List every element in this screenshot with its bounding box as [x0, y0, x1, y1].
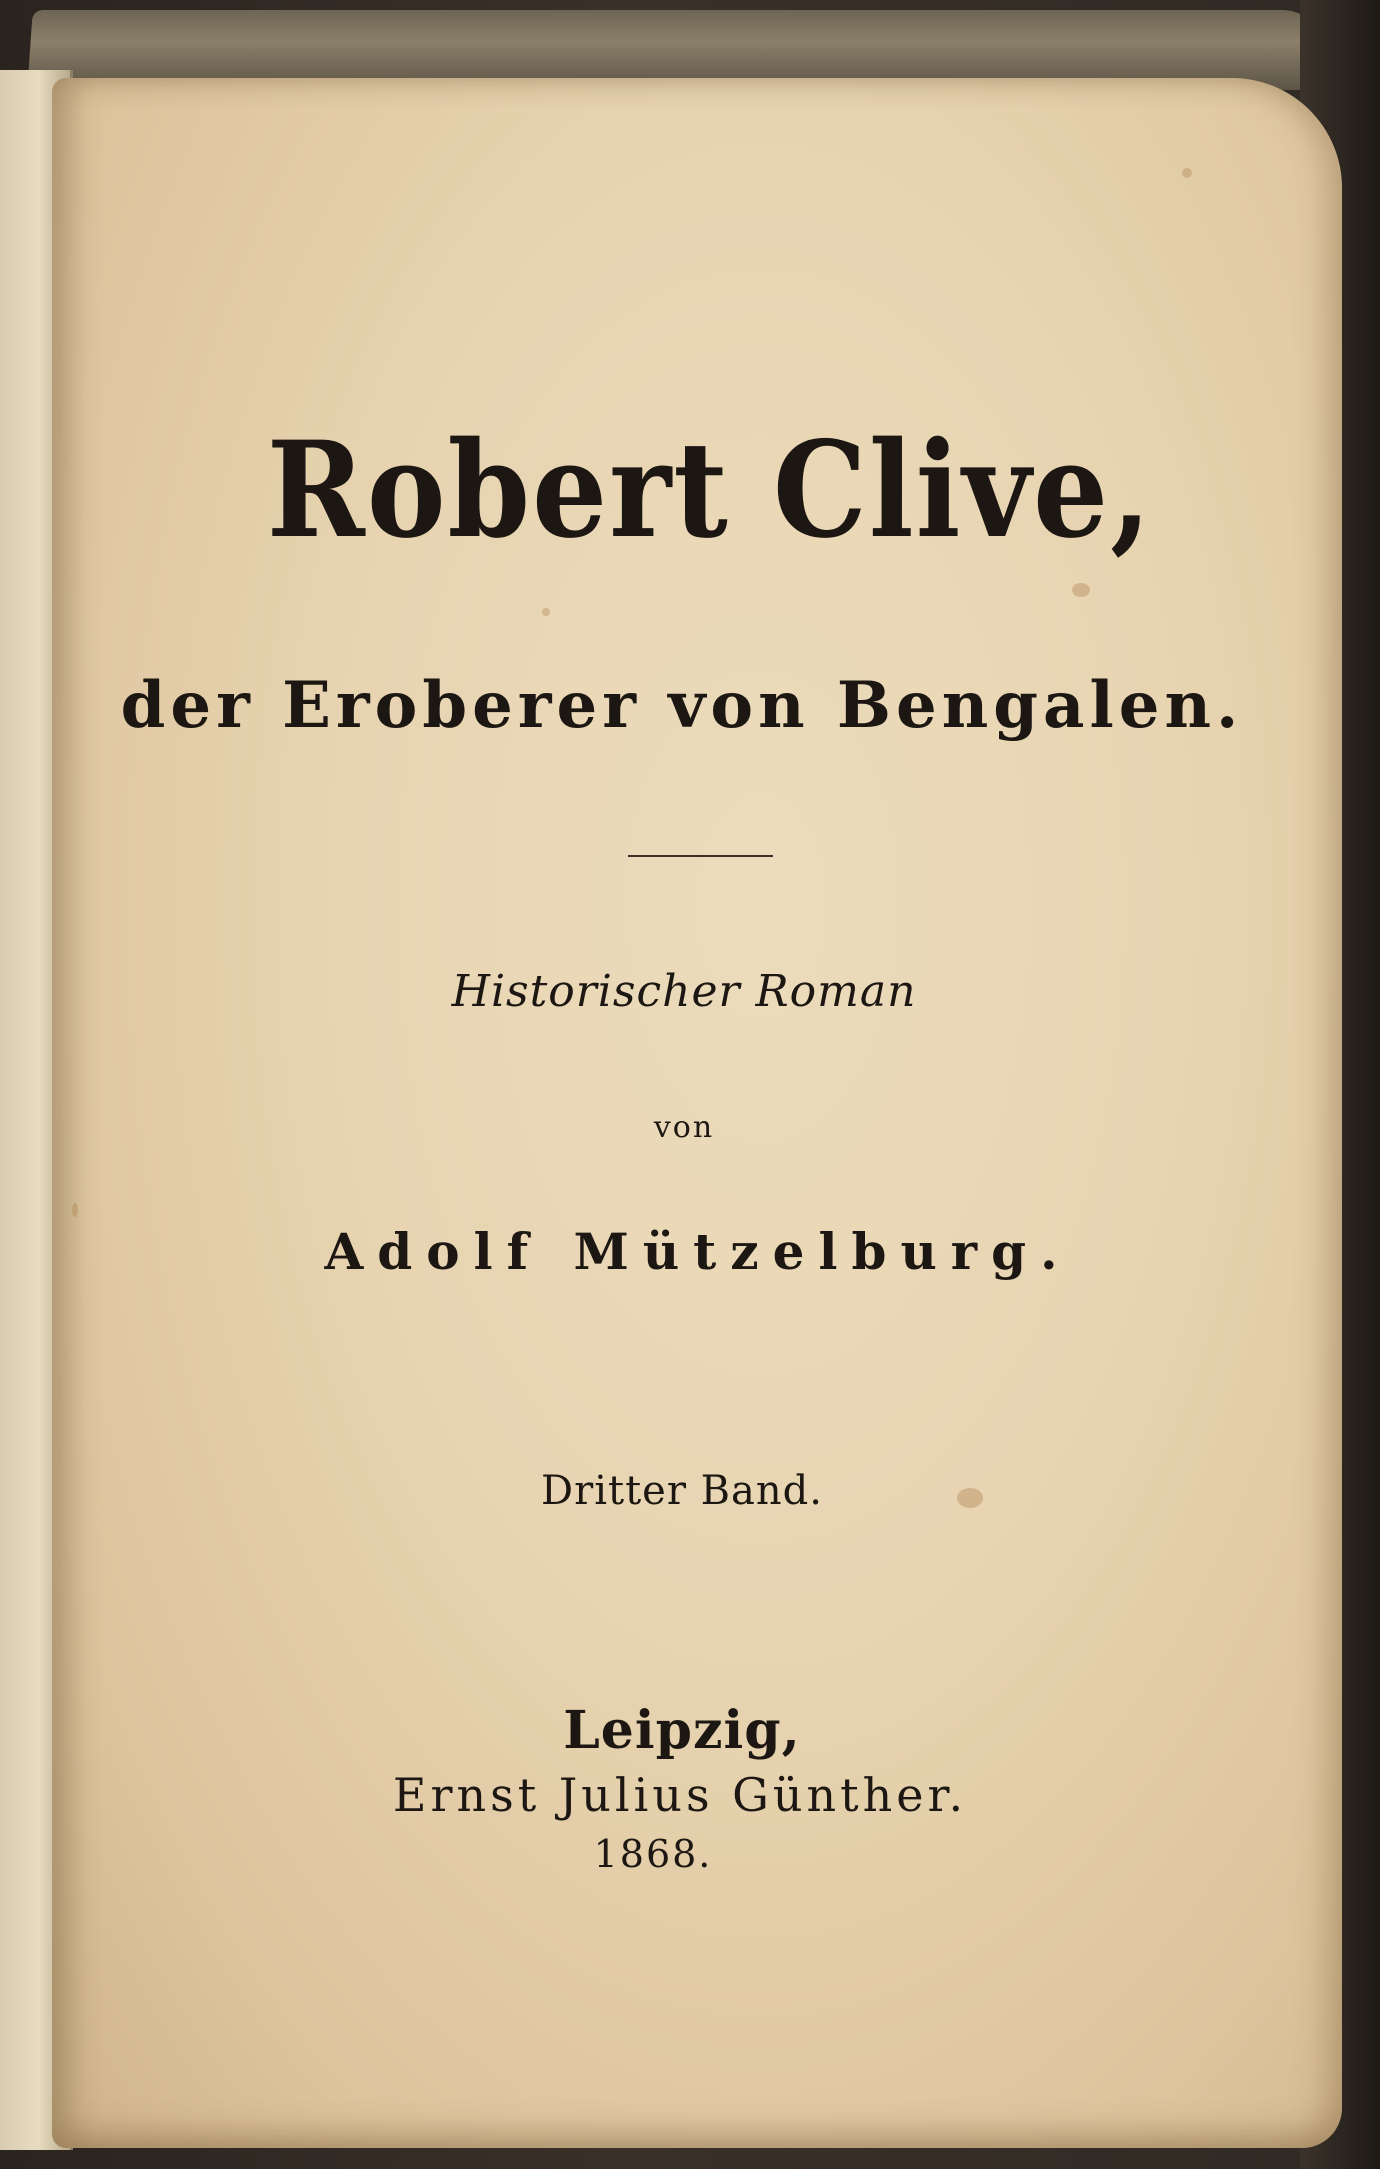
- foxing-spot: [542, 608, 550, 616]
- book-title: Robert Clive,: [266, 411, 1154, 568]
- imprint-publisher: Ernst Julius Günther.: [392, 1768, 968, 1822]
- foxing-spot: [72, 1203, 78, 1217]
- imprint-city: Leipzig,: [563, 1700, 801, 1761]
- foxing-spot: [1072, 583, 1090, 597]
- genre-line: Historischer Roman: [451, 966, 917, 1017]
- author-name: Adolf Mützelburg.: [324, 1222, 1072, 1281]
- divider-rule: [628, 855, 773, 857]
- foxing-spot: [1182, 168, 1192, 178]
- volume-label: Dritter Band.: [541, 1468, 823, 1514]
- by-line: von: [653, 1110, 715, 1145]
- book-subtitle: der Eroberer von Bengalen.: [120, 668, 1244, 743]
- imprint-year: 1868.: [593, 1832, 713, 1876]
